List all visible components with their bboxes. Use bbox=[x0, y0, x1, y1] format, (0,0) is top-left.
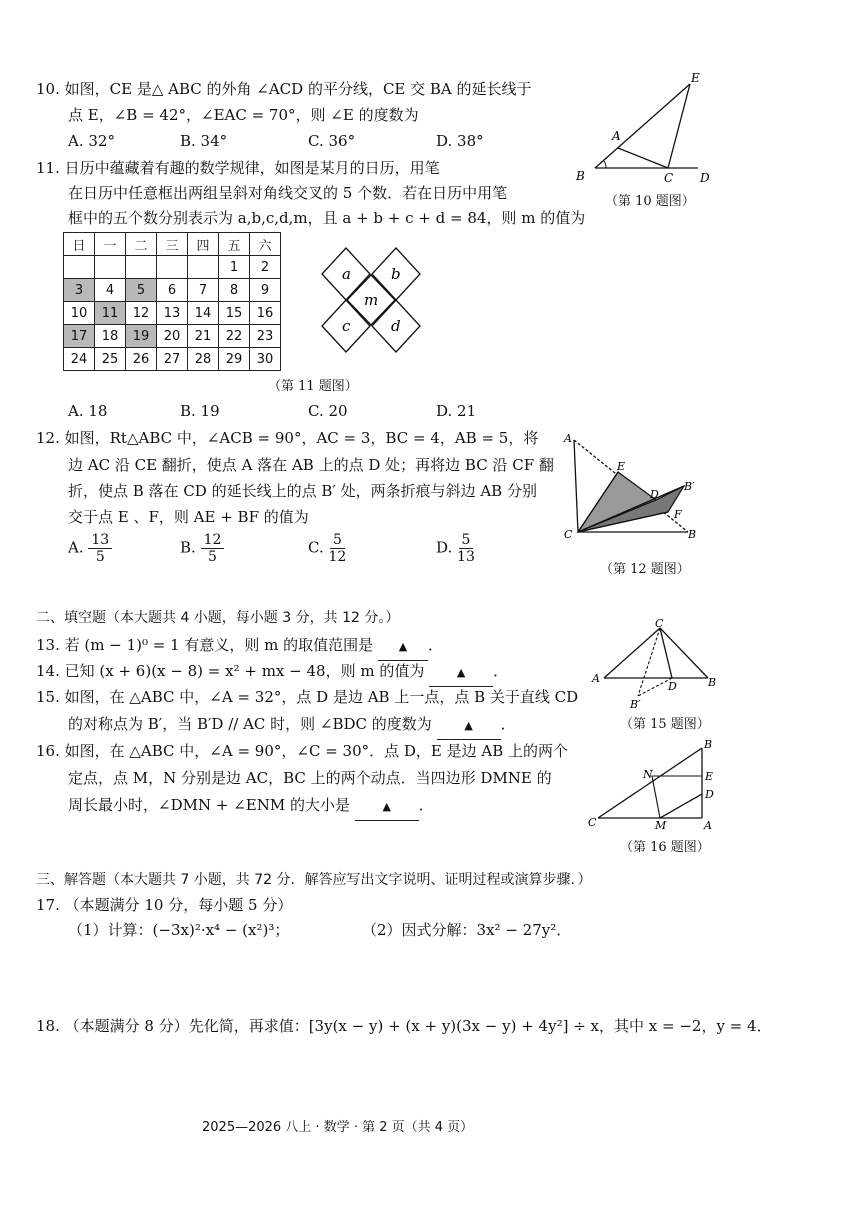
q15-answer-blank: ▲ bbox=[437, 713, 501, 740]
q11-line1: 11. 日历中蕴藏着有趣的数学规律，如图是某月的日历，用笔 bbox=[36, 159, 440, 177]
q11-option-a: A. 18 bbox=[68, 402, 108, 420]
q10-label-c: C bbox=[664, 171, 674, 185]
diamond-label-a: a bbox=[342, 265, 351, 283]
q15-label-b: B bbox=[708, 676, 717, 689]
q15-label-c: C bbox=[655, 618, 664, 630]
q11-fig-caption: （第 11 题图） bbox=[268, 379, 358, 394]
q16-quad-dmne bbox=[652, 776, 702, 818]
q11-line2: 在日历中任意框出两组呈斜对角线交叉的 5 个数．若在日历中用笔 bbox=[68, 184, 508, 202]
calendar-header-cell: 二 bbox=[126, 233, 157, 256]
q16-label-d: D bbox=[705, 788, 714, 801]
q15-line1: 15. 如图，在 △ABC 中，∠A = 32°，点 D 是边 AB 上一点，点 B 关于直线 CD bbox=[36, 688, 579, 706]
q12-figure bbox=[560, 428, 710, 548]
q11-option-d: D. 21 bbox=[436, 402, 477, 420]
q12-option-a bbox=[68, 532, 112, 565]
q15-line-cd bbox=[660, 628, 672, 678]
calendar-cell: 20 bbox=[157, 325, 188, 348]
diamond-label-c: c bbox=[342, 317, 351, 335]
diamond-label-d: d bbox=[391, 317, 401, 335]
calendar-cell: 26 bbox=[126, 348, 157, 371]
calendar-header-cell: 一 bbox=[95, 233, 126, 256]
calendar-row bbox=[64, 302, 281, 325]
q15-line2 bbox=[68, 711, 516, 740]
q10-option-c: C. 36° bbox=[308, 132, 356, 150]
q15-figure bbox=[588, 618, 718, 708]
calendar-cell: 25 bbox=[95, 348, 126, 371]
q18: 18. （本题满分 8 分）先化简，再求值：[3y(x − y) + (x + y)(3x − y) + 4y²] ÷ x，其中 x = −2，y = 4． bbox=[36, 1017, 772, 1035]
q12-line3: 折，使点 B 落在 CD 的延长线上的点 B′ 处，两条折痕与斜边 AB 分别 bbox=[68, 482, 537, 500]
q12-option-letter: B. bbox=[180, 538, 196, 557]
fraction-numerator: 5 bbox=[330, 532, 345, 549]
q16-label-c: C bbox=[588, 816, 597, 829]
q12-option-fraction bbox=[457, 532, 475, 565]
q17-heading: 17. （本题满分 10 分，每小题 5 分） bbox=[36, 896, 293, 914]
q16-label-n: N bbox=[643, 768, 653, 781]
calendar-cell bbox=[157, 256, 188, 279]
fraction-numerator: 5 bbox=[459, 532, 474, 549]
q16-line1: 16. 如图，在 △ABC 中，∠A = 90°，∠C = 30°．点 D，E 是边 AB 上的两个 bbox=[36, 742, 569, 760]
q16-line2: 定点，点 M，N 分别是边 AC，BC 上的两个动点．当四边形 DMNE 的 bbox=[68, 769, 552, 787]
calendar-cell: 30 bbox=[250, 348, 281, 371]
q12-option-fraction bbox=[88, 532, 112, 565]
calendar-row bbox=[64, 256, 281, 279]
q15-line-cb bbox=[660, 628, 708, 678]
q12-label-bprime: B′ bbox=[684, 480, 695, 493]
q16-label-b: B bbox=[704, 738, 713, 751]
calendar-cell bbox=[95, 256, 126, 279]
fraction-numerator: 12 bbox=[201, 532, 225, 549]
q15-end: ． bbox=[500, 715, 516, 733]
calendar-cell bbox=[126, 256, 157, 279]
calendar-header-row bbox=[64, 233, 281, 256]
q10-line2: 点 E，∠B = 42°，∠EAC = 70°，则 ∠E 的度数为 bbox=[68, 106, 419, 124]
q12-options bbox=[68, 532, 488, 572]
q16-answer-blank: ▲ bbox=[355, 794, 419, 821]
q15-label-bprime: B′ bbox=[630, 698, 641, 708]
q12-line-ac bbox=[574, 440, 578, 532]
calendar-header-cell: 四 bbox=[188, 233, 219, 256]
q16-line-dm bbox=[660, 794, 702, 818]
q10-fig-caption: （第 10 题图） bbox=[605, 194, 695, 209]
calendar-cell-highlighted: 19 bbox=[126, 325, 157, 348]
calendar-cell: 21 bbox=[188, 325, 219, 348]
calendar-header-cell: 日 bbox=[64, 233, 95, 256]
calendar-row bbox=[64, 279, 281, 302]
fraction-denominator: 12 bbox=[328, 549, 347, 565]
calendar-cell: 12 bbox=[126, 302, 157, 325]
q10-label-b: B bbox=[576, 169, 585, 183]
q14-answer-blank: ▲ bbox=[429, 660, 493, 687]
q13 bbox=[36, 632, 443, 661]
q10-option-a: A. 32° bbox=[68, 132, 115, 150]
diamond-label-m: m bbox=[364, 291, 379, 309]
q16-end: ． bbox=[418, 796, 434, 814]
calendar-cell: 29 bbox=[219, 348, 250, 371]
calendar-cell: 22 bbox=[219, 325, 250, 348]
q15-fig-caption: （第 15 题图） bbox=[620, 717, 710, 732]
fraction-denominator: 5 bbox=[208, 549, 217, 565]
calendar-cell bbox=[64, 256, 95, 279]
fraction-denominator: 5 bbox=[95, 549, 105, 565]
diamond-label-b: b bbox=[391, 265, 401, 283]
calendar-cell: 7 bbox=[188, 279, 219, 302]
q14-text: 14. 已知 (x + 6)(x − 8) = x² + mx − 48，则 m 的值为 bbox=[36, 662, 425, 680]
calendar-row bbox=[64, 325, 281, 348]
q16-line3-text: 周长最小时，∠DMN + ∠ENM 的大小是 bbox=[68, 796, 350, 814]
calendar-cell-highlighted: 3 bbox=[64, 279, 95, 302]
calendar-cell: 1 bbox=[219, 256, 250, 279]
q12-label-e: E bbox=[617, 460, 626, 473]
q12-line2: 边 AC 沿 CE 翻折，使点 A 落在 AB 上的点 D 处；再将边 BC 沿 CF 翻 bbox=[68, 456, 554, 474]
q15-label-a: A bbox=[592, 672, 600, 685]
q12-fig-caption: （第 12 题图） bbox=[600, 562, 690, 577]
q13-text: 13. 若 (m − 1)⁰ = 1 有意义，则 m 的取值范围是 bbox=[36, 636, 374, 654]
calendar-cell: 23 bbox=[250, 325, 281, 348]
q12-option-c bbox=[308, 532, 346, 565]
q12-label-c: C bbox=[564, 528, 573, 541]
q10-line1: 10. 如图，CE 是△ ABC 的外角 ∠ACD 的平分线，CE 交 BA 的延长线于 bbox=[36, 80, 532, 98]
calendar-header-cell: 五 bbox=[219, 233, 250, 256]
q16-label-m: M bbox=[655, 819, 667, 832]
q15-label-d: D bbox=[668, 680, 677, 693]
calendar-cell: 8 bbox=[219, 279, 250, 302]
calendar-cell: 24 bbox=[64, 348, 95, 371]
q12-line1: 12. 如图，Rt△ABC 中，∠ACB = 90°，AC = 3，BC = 4，AB = 5，将 bbox=[36, 429, 539, 447]
q15-line2-text: 的对称点为 B′，当 B′D // AC 时，则 ∠BDC 的度数为 bbox=[68, 715, 432, 733]
q13-answer-blank: ▲ bbox=[378, 634, 428, 661]
q10-option-d: D. 38° bbox=[436, 132, 484, 150]
calendar-cell: 27 bbox=[157, 348, 188, 371]
q10-label-a: A bbox=[612, 129, 621, 143]
q12-label-d: D bbox=[650, 488, 659, 501]
calendar-cell-highlighted: 11 bbox=[95, 302, 126, 325]
q12-option-d bbox=[436, 532, 475, 565]
q11-options bbox=[68, 398, 476, 424]
calendar-cell: 15 bbox=[219, 302, 250, 325]
q11-option-b: B. 19 bbox=[180, 402, 220, 420]
calendar-header-cell: 六 bbox=[250, 233, 281, 256]
calendar-cell: 10 bbox=[64, 302, 95, 325]
q16-fig-caption: （第 16 题图） bbox=[620, 840, 710, 855]
q14 bbox=[36, 658, 508, 687]
fraction-denominator: 13 bbox=[457, 549, 475, 565]
q16-label-a: A bbox=[704, 819, 712, 832]
calendar-cell bbox=[188, 256, 219, 279]
calendar-cell: 13 bbox=[157, 302, 188, 325]
calendar-cell: 9 bbox=[250, 279, 281, 302]
q16-line3 bbox=[68, 792, 434, 821]
q10-angle-b bbox=[604, 161, 606, 168]
q10-line-be bbox=[595, 84, 690, 168]
q13-end: ． bbox=[427, 636, 443, 654]
calendar-header-cell: 三 bbox=[157, 233, 188, 256]
page-footer: 2025—2026 八上 · 数学 · 第 2 页（共 4 页） bbox=[202, 1120, 474, 1135]
section3-heading: 三、解答题（本大题共 7 小题，共 72 分．解答应写出文字说明、证明过程或演算步骤．） bbox=[36, 872, 592, 888]
calendar-table bbox=[63, 232, 281, 371]
q12-option-letter: D. bbox=[436, 538, 453, 557]
q12-option-letter: C. bbox=[308, 538, 324, 557]
q12-option-fraction bbox=[201, 532, 225, 565]
q17-part1: （1）计算：(−3x)²·x⁴ − (x²)³； bbox=[68, 921, 290, 939]
calendar-cell: 2 bbox=[250, 256, 281, 279]
q10-figure bbox=[570, 70, 720, 188]
calendar-cell: 28 bbox=[188, 348, 219, 371]
q17-part2: （2）因式分解：3x² − 27y²． bbox=[362, 921, 572, 939]
calendar-cell: 14 bbox=[188, 302, 219, 325]
q10-label-e: E bbox=[691, 71, 700, 85]
q12-option-letter: A. bbox=[68, 538, 84, 557]
q11-line3: 框中的五个数分别表示为 a,b,c,d,m，且 a + b + c + d = 84，则 m 的值为 bbox=[68, 209, 586, 227]
calendar-row bbox=[64, 348, 281, 371]
fraction-numerator: 13 bbox=[88, 532, 112, 549]
calendar-cell: 6 bbox=[157, 279, 188, 302]
q16-label-e: E bbox=[705, 770, 714, 783]
q10-line-ac bbox=[618, 148, 668, 168]
q16-line-cb bbox=[598, 748, 702, 818]
calendar-cell-highlighted: 17 bbox=[64, 325, 95, 348]
q14-end: ． bbox=[493, 662, 509, 680]
calendar-cell: 16 bbox=[250, 302, 281, 325]
q12-label-f: F bbox=[674, 508, 682, 521]
q10-options bbox=[68, 128, 484, 154]
q12-line4: 交于点 E 、F，则 AE + BF 的值为 bbox=[68, 508, 309, 526]
q11-option-c: C. 20 bbox=[308, 402, 348, 420]
q12-label-b: B bbox=[688, 528, 697, 541]
calendar-cell: 4 bbox=[95, 279, 126, 302]
q12-label-a: A bbox=[564, 432, 572, 445]
calendar-cell-highlighted: 5 bbox=[126, 279, 157, 302]
q11-diamond-figure bbox=[318, 244, 424, 356]
q16-figure bbox=[584, 736, 720, 832]
q10-label-d: D bbox=[700, 171, 710, 185]
q10-line-ce bbox=[668, 84, 690, 168]
q12-option-b bbox=[180, 532, 224, 565]
section2-heading: 二、填空题（本大题共 4 小题，每小题 3 分，共 12 分。） bbox=[36, 610, 400, 626]
q12-option-fraction bbox=[329, 532, 347, 565]
calendar-cell: 18 bbox=[95, 325, 126, 348]
q10-option-b: B. 34° bbox=[180, 132, 228, 150]
